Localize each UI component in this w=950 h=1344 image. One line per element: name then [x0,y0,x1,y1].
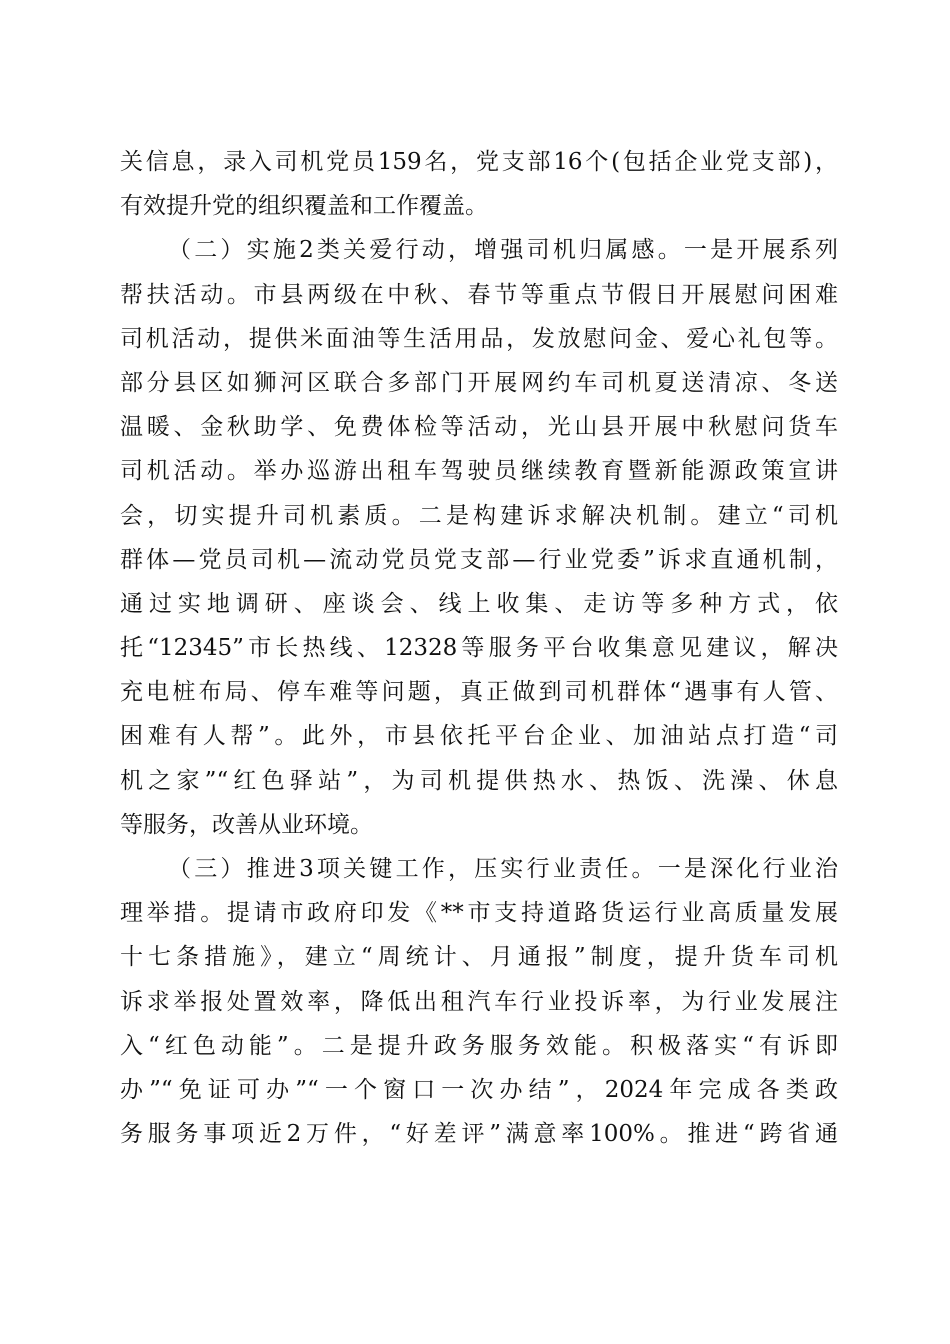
text-line-21: 入“红色动能”。二是提升政务服务效能。积极落实“有诉即 [120,1032,838,1059]
text-line-3: （二）实施2类关爱行动，增强司机归属感。一是开展系列 [168,237,838,264]
text-line-19: 十七条措施》，建立“周统计、月通报”制度，提升货车司机 [120,944,838,971]
text-line-9: 会，切实提升司机素质。二是构建诉求解决机制。建立“司机 [120,502,838,529]
text-line-11: 通过实地调研、座谈会、线上收集、走访等多种方式，依 [120,590,838,617]
text-line-10: 群体—党员司机—流动党员党支部—行业党委”诉求直通机制， [120,546,838,573]
text-line-23: 务服务事项近2万件，“好差评”满意率100%。推进“跨省通 [120,1121,838,1148]
text-line-20: 诉求举报处置效率，降低出租汽车行业投诉率，为行业发展注 [120,988,838,1015]
text-line-12: 托“12345”市长热线、12328等服务平台收集意见建议，解决 [120,635,838,662]
text-line-4: 帮扶活动。市县两级在中秋、春节等重点节假日开展慰问困难 [120,281,838,308]
text-line-1: 关信息，录入司机党员159名，党支部16个(包括企业党支部)， [120,149,838,175]
text-line-15: 机之家”“红色驿站”，为司机提供热水、热饭、洗澡、休息 [120,767,838,794]
text-line-6: 部分县区如狮河区联合多部门开展网约车司机夏送清凉、冬送 [120,369,838,396]
text-line-17: （三）推进3项关键工作，压实行业责任。一是深化行业治 [168,856,838,882]
text-line-2: 有效提升党的组织覆盖和工作覆盖。 [120,193,488,220]
text-line-14: 困难有人帮”。此外，市县依托平台企业、加油站点打造“司 [120,723,838,750]
text-line-22: 办”“免证可办”“一个窗口一次办结”，2024年完成各类政 [120,1076,838,1103]
text-line-8: 司机活动。举办巡游出租车驾驶员继续教育暨新能源政策宣讲 [120,458,838,485]
document-body [120,140,838,1156]
text-line-13: 充电桩布局、停车难等问题，真正做到司机群体“遇事有人管、 [120,679,838,706]
text-line-7: 温暖、金秋助学、免费体检等活动，光山县开展中秋慰问货车 [120,414,838,441]
text-line-16: 等服务，改善从业环境。 [120,811,373,838]
text-line-18: 理举措。提请市政府印发《**市支持道路货运行业高质量发展 [120,900,838,927]
text-line-5: 司机活动，提供米面油等生活用品，发放慰问金、爱心礼包等。 [120,325,838,352]
